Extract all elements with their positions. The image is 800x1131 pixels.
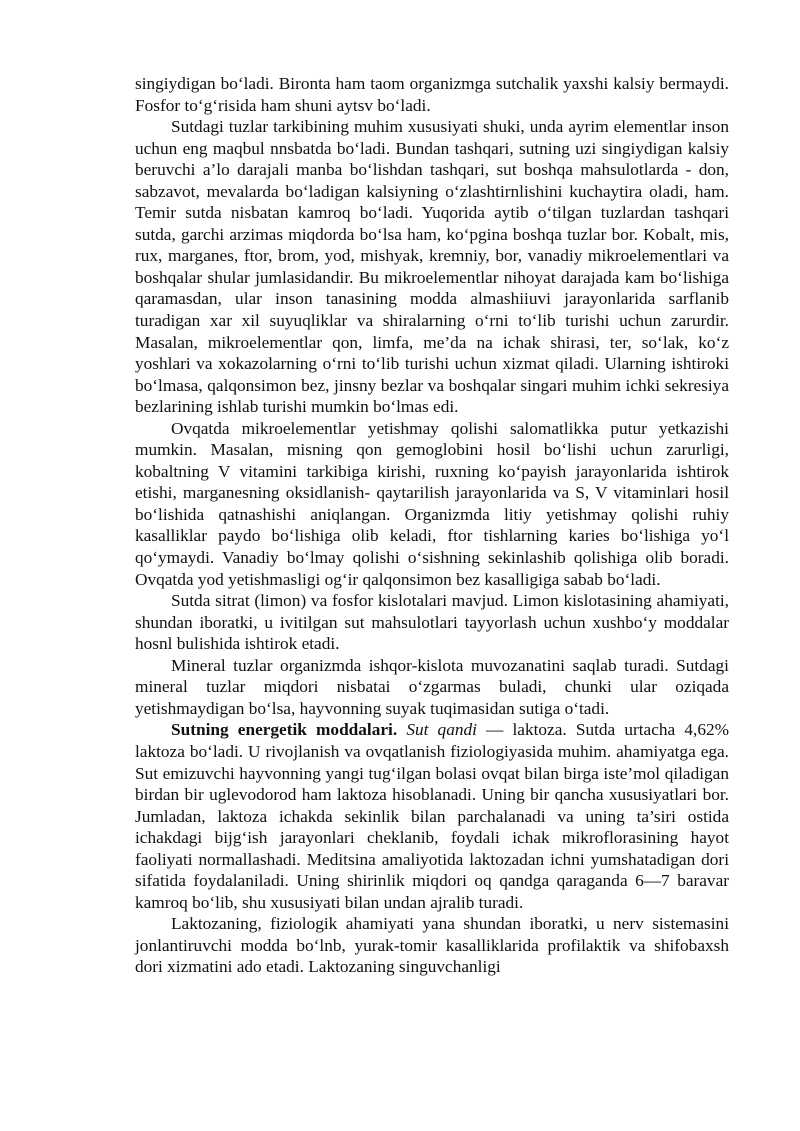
paragraph [135,913,729,978]
paragraph-text: Laktozaning, fiziologik ahamiyati yana shundan iboratki, u nerv sistemasini jonlantiruvchi modda bo‘lnb, yurak-tomir kasalliklarida profilaktik va shifobaxsh dori xizmatini ado etadi. Laktozaning singuvchanligi [135,914,729,977]
paragraph [135,418,729,590]
paragraph [135,590,729,655]
paragraph [135,116,729,418]
section-heading: Sutning energetik moddalari. [171,720,398,740]
paragraph-text: singiydigan bo‘ladi. Bironta ham taom organizmga sutchalik yaxshi kalsiy bermaydi. Fosfor to‘g‘risida ham shuni aytsv bo‘ladi. [135,74,729,115]
text-run [397,720,406,739]
document-page [135,73,729,978]
paragraph-text: Sutdagi tuzlar tarkibining muhim xususiyati shuki, unda ayrim elementlar inson uchun eng maqbul nnsbatda bo‘ladi. Bundan tashqari, sutning uzi singiydigan kalsiy beruvchi a’lo darajali manba bo‘lishdan tashqari, sut boshqa mahsulotlarda - don, sabzavot, mevalarda bo‘ladigan kalsiyning o‘zlashtirnlishini kuchaytira oladi, ham. Temir sutda nisbatan kamroq bo‘ladi. Yuqorida aytib o‘tilgan tuzlardan tashqari sutda, garchi arzimas miqdorda bo‘lsa ham, ko‘pgina boshqa tuzlar bor. Kobalt, mis, rux, marganes, ftor, brom, yod, mishyak, kremniy, bor, vanadiy mikroelementlari va boshqalar shular jumlasidandir. Bu mikroelementlar nihoyat darajada kam bo‘lishiga qaramasdan, ular inson tanasining modda almashiiuvi jarayonlarida sarflanib turadigan xar xil suyuqliklar va shiralarning o‘rni to‘lib turishi uchun zarurdir. Masalan, mikroelementlar qon, limfa, me’da na ichak shirasi, ter, so‘lak, ko‘z yoshlari va xokazolarning o‘rni to‘lib turishi uchun xizmat qiladi. Ularning ishtiroki bo‘lmasa, qalqonsimon bez, jinsny bezlar va boshqalar singari muhim ichki sekresiya bezlarining ishlab turishi mumkin bo‘lmas edi. [135,117,729,417]
paragraph [135,655,729,720]
term-italic: Sut qandi [406,720,477,740]
paragraph-text: — laktoza. Sutda urtacha 4,62% laktoza bo‘ladi. U rivojlanish va ovqatlanish fiziologiyasida muhim. ahamiyatga ega. Sut emizuvchi hayvonning yangi tug‘ilgan bolasi ovqat bilan birga iste’mol qiladigan birdan bir uglevodorod ham laktoza hisoblanadi. Uning bir qancha xususiyatlari bor. Jumladan, laktoza ichakda sekinlik bilan parchalanadi va uning ta’siri ostida ichakdagi bijg‘ish jarayonlari cheklanib, foydali ichak mikroflorasining hayot faoliyati normallashadi. Meditsina amaliyotida laktozadan ichni yumshatadigan dori sifatida foydalaniladi. Uning shirinlik miqdori oq qandga qaraganda 6—7 baravar kamroq bo‘lib, shu xususiyati bilan undan ajralib turadi. [135,720,729,912]
paragraph-text: Sutda sitrat (limon) va fosfor kislotalari mavjud. Limon kislotasining ahamiyati, shundan iboratki, u ivitilgan sut mahsulotlari tayyorlash uchun xushbo‘y moddalar hosnl bulishida ishtirok etadi. [135,591,729,654]
paragraph-text: Mineral tuzlar organizmda ishqor-kislota muvozanatini saqlab turadi. Sutdagi mineral tuzlar miqdori nisbatai o‘zgarmas buladi, chunki ular oziqada yetishmaydigan bo‘lsa, hayvonning suyak tuqimasidan sutiga o‘tadi. [135,655,729,718]
paragraph-text: Ovqatda mikroelementlar yetishmay qolishi salomatlikka putur yetkazishi mumkin. Masalan, misning qon gemoglobini hosil bo‘lishi uchun zarurligi, kobaltning V vitamini tarkibiga kirishi, ruxning ko‘payish jarayonlarida ishtirok etishi, marganesning oksidlanish- qaytarilish jarayonlarida va S, V vitaminlari hosil bo‘lishida qatnashishi aniqlangan. Organizmda litiy yetishmay qolishi ruhiy kasalliklar paydo bo‘lishiga olib keladi, ftor tishlarning karies bo‘lishiga yo‘l qo‘ymaydi. Vanadiy bo‘lmay qolishi o‘sishning sekinlashib qolishiga olib boradi. Ovqatda yod yetishmasligi og‘ir qalqonsimon bez kasalligiga sabab bo‘ladi. [135,418,729,589]
paragraph [135,73,729,116]
paragraph [135,719,729,913]
